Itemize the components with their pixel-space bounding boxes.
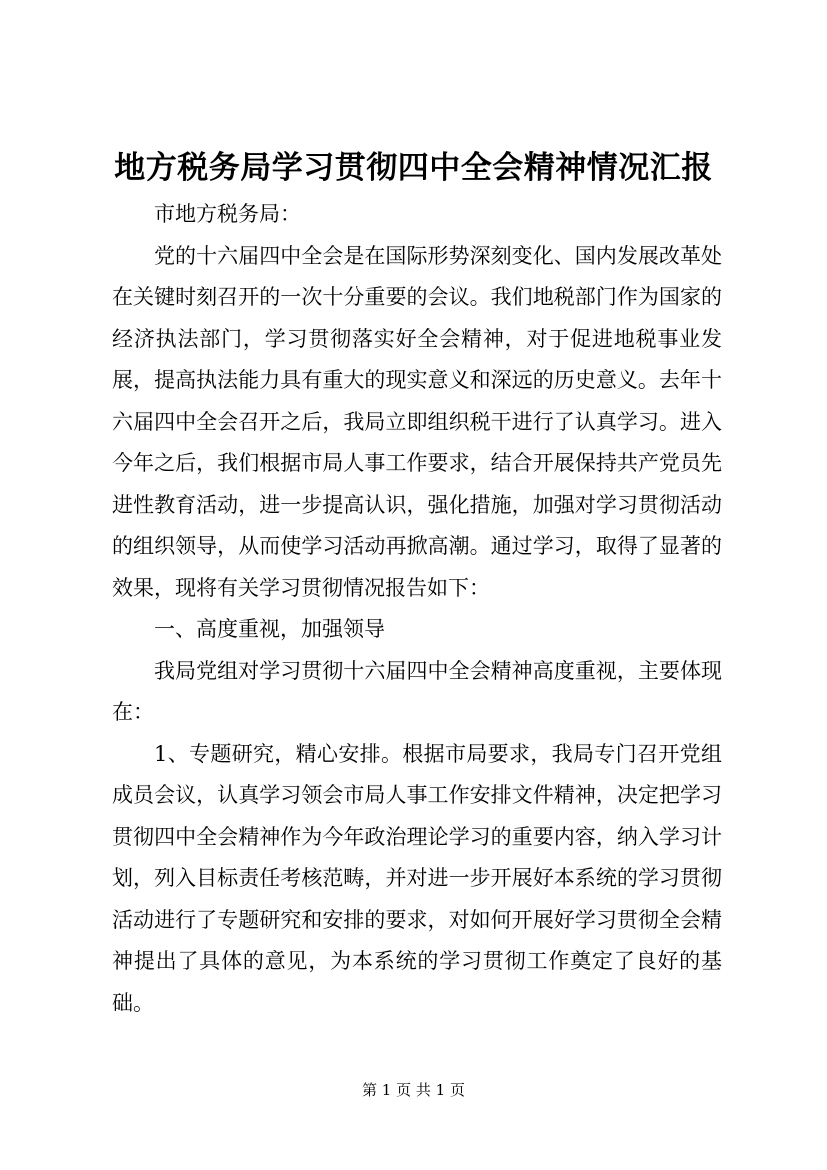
paragraph-intro: 党的十六届四中全会是在国际形势深刻变化、国内发展改革处在关键时刻召开的一次十分重要的会议。我们地税部门作为国家的经济执法部门，学习贯彻落实好全会精神，对于促进地税事业发展，提高执法能力具有重大的现实意义和深远的历史意义。去年十六届四中全会召开之后，我局立即组织税干进行了认真学习。进入今年之后，我们根据市局人事工作要求，结合开展保持共产党员先进性教育活动，进一步提高认识，强化措施，加强对学习贯彻活动的组织领导，从而使学习活动再掀高潮。通过学习，取得了显著的效果，现将有关学习贯彻情况报告如下： — [112, 243, 722, 600]
page-number-footer: 第 1 页 共 1 页 — [362, 1081, 465, 1099]
paragraph-leadership: 我局党组对学习贯彻十六届四中全会精神高度重视，主要体现在： — [112, 658, 722, 724]
salutation: 市地方税务局： — [154, 202, 301, 226]
document-title: 地方税务局学习贯彻四中全会精神情况汇报 — [114, 150, 713, 186]
section-heading: 一、高度重视，加强领导 — [154, 617, 385, 641]
paragraph-item-1: 1、专题研究，精心安排。根据市局要求，我局专门召开党组成员会议，认真学习领会市局人事工作安排文件精神，决定把学习贯彻四中全会精神作为今年政治理论学习的重要内容，纳入学习计划，列入目标责任考核范畴，并对进一步开展好本系统的学习贯彻活动进行了专题研究和安排的要求，对如何开展好学习贯彻全会精神提出了具体的意见，为本系统的学习贯彻工作奠定了良好的基础。 — [112, 741, 722, 1015]
document-body — [112, 194, 722, 1024]
